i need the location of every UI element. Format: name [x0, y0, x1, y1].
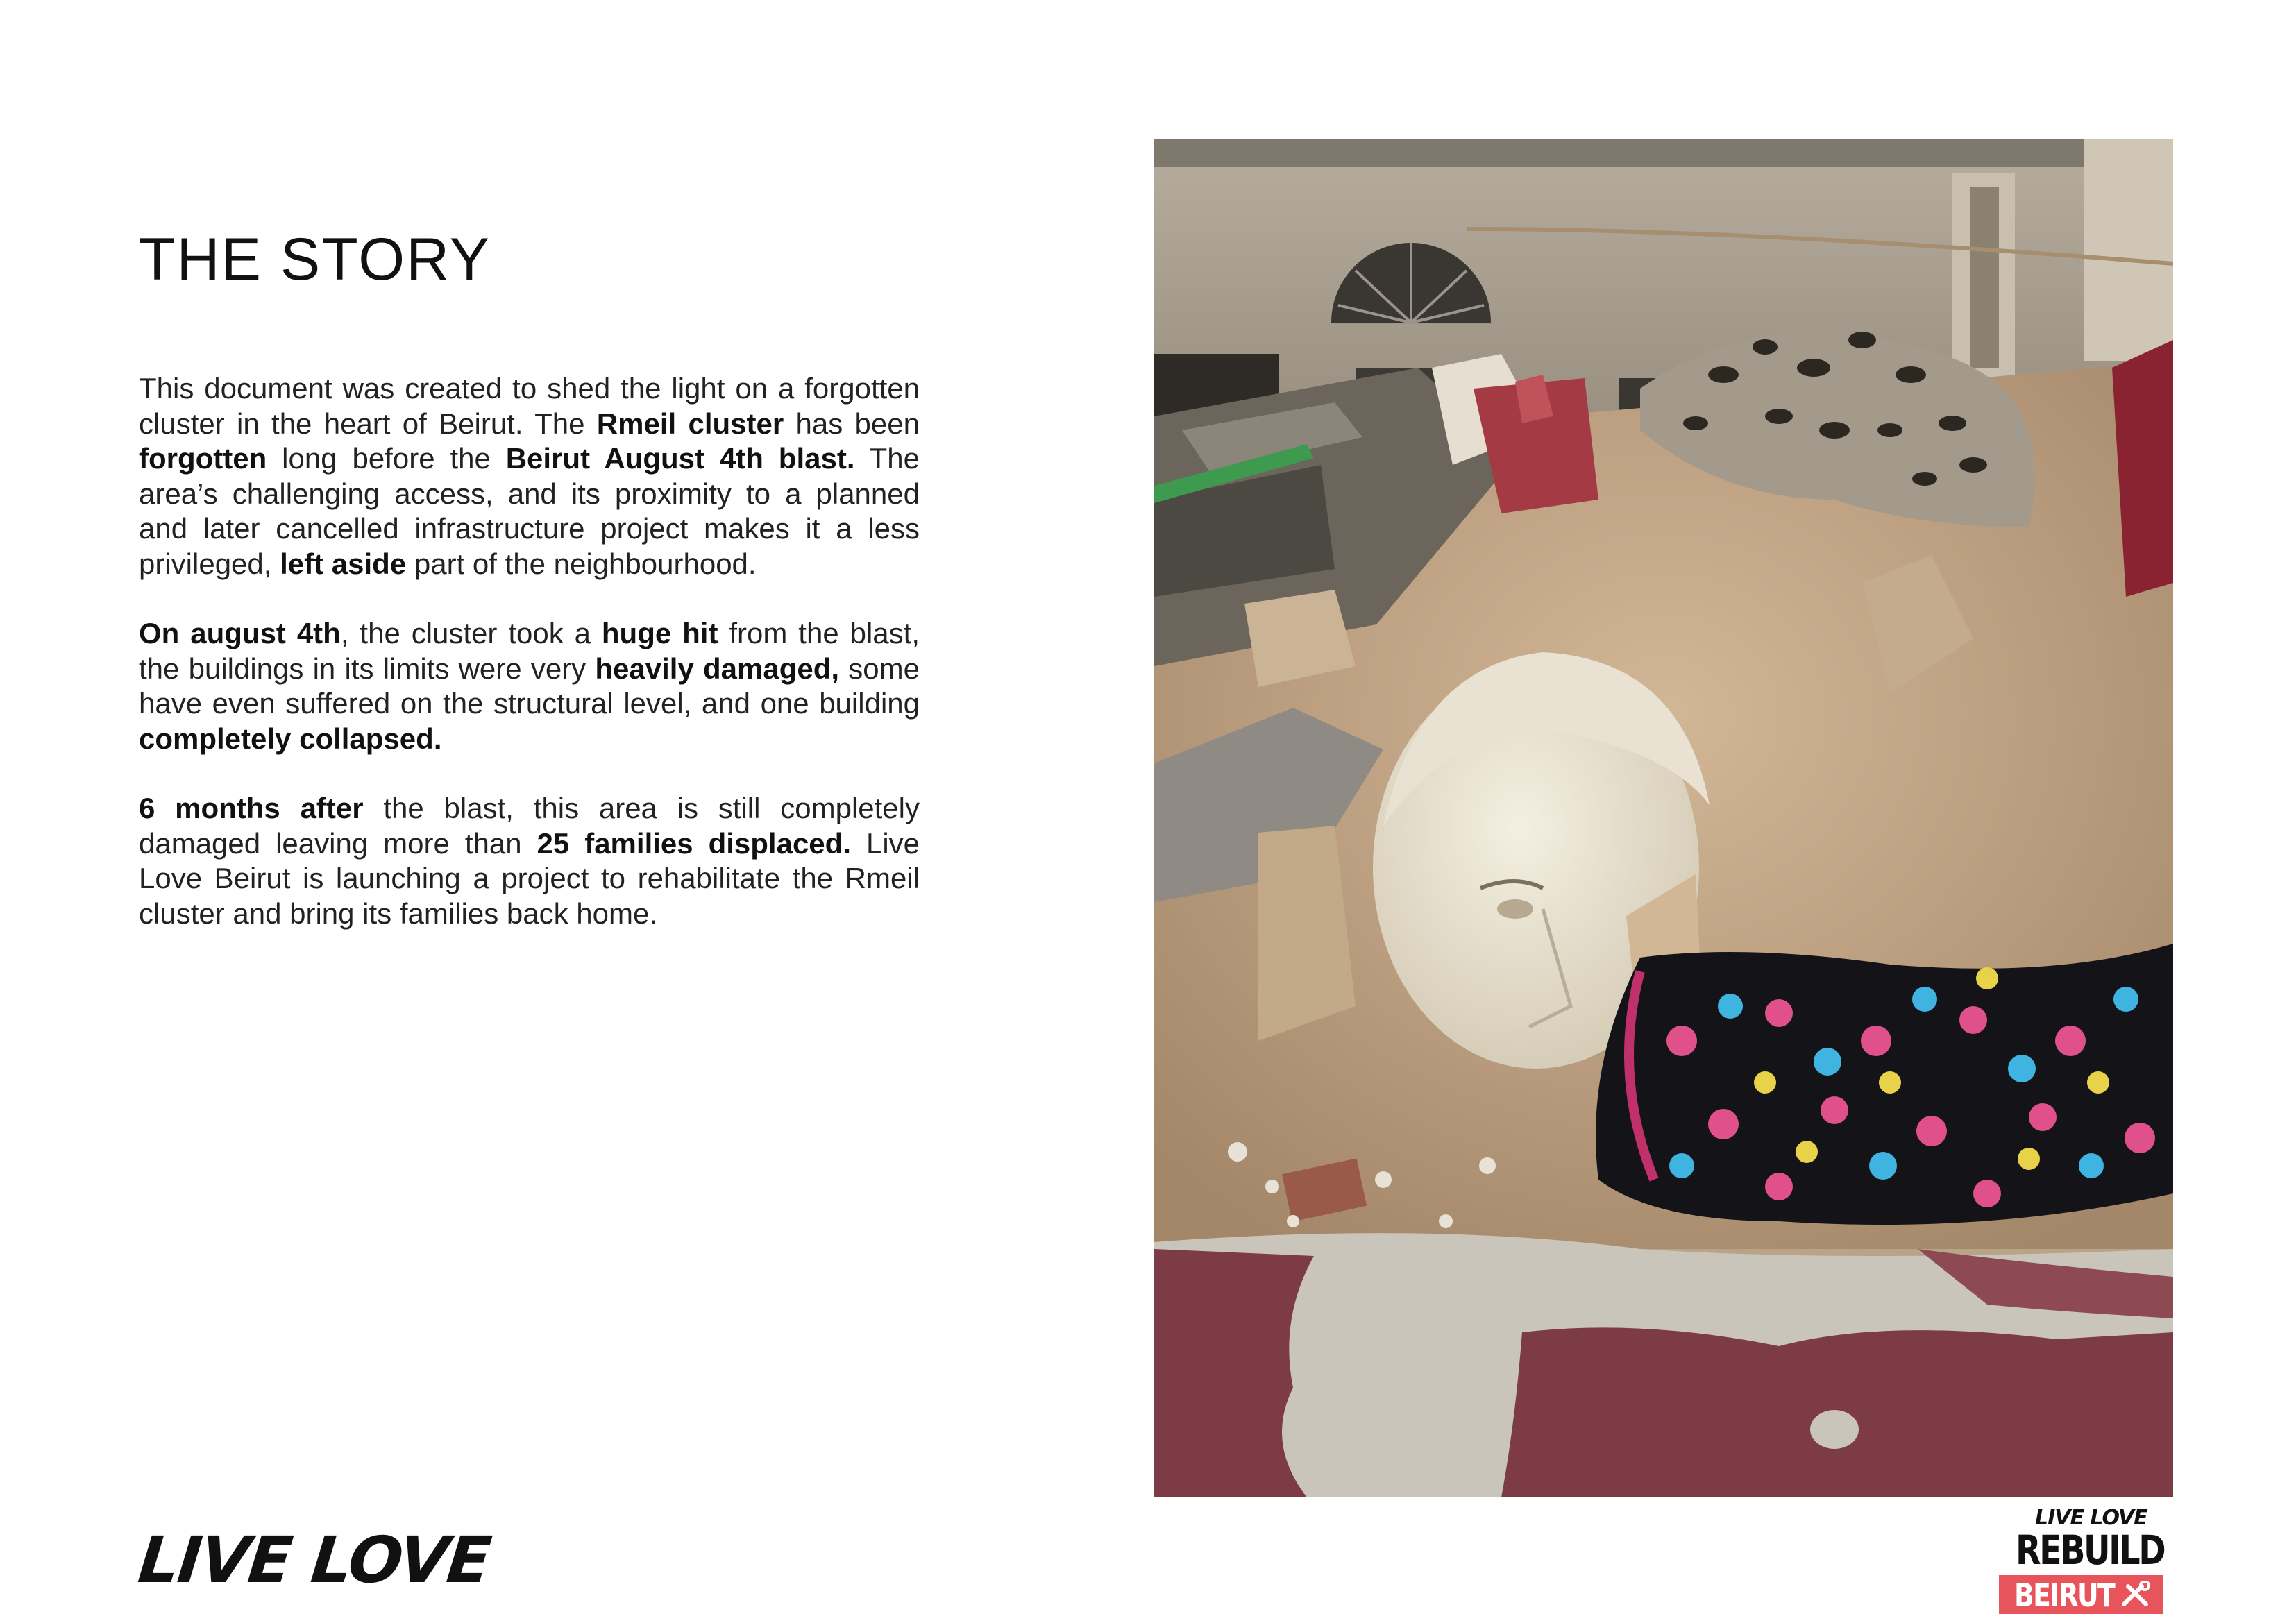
badge-bottom-bar	[1999, 1575, 2163, 1614]
emphasis-text: heavily damaged,	[595, 652, 840, 685]
emphasis-text: 25 families displaced.	[537, 826, 851, 860]
body-text: from the blast, the buildings in its limits were very	[139, 617, 920, 685]
body-text: has been	[784, 407, 920, 440]
page-title: THE STORY	[139, 226, 491, 293]
emphasis-text: huge hit	[601, 617, 718, 649]
emphasis-text: Rmeil cluster	[596, 407, 784, 440]
body-text: some have even suffered on the structural level, and one building	[139, 652, 920, 720]
body-text: , the cluster took a	[340, 617, 602, 649]
emphasis-text: 6 months after	[139, 792, 364, 824]
badge-top-text: LIVE LOVE	[2035, 1506, 2147, 1530]
story-paragraph	[139, 371, 920, 581]
badge-bottom-text: BEIRUT	[2014, 1577, 2115, 1614]
emphasis-text: Beirut August 4th blast.	[505, 442, 855, 475]
story-body	[139, 371, 920, 966]
emphasis-text: completely collapsed.	[139, 722, 442, 755]
tools-icon	[2121, 1581, 2153, 1608]
live-love-logo: LIVE LOVE	[135, 1523, 493, 1597]
body-text: long before the	[267, 442, 506, 475]
rebuild-beirut-badge	[1996, 1506, 2163, 1617]
body-text: The area’s challenging access, and its proximity to a planned and later cancelled infrastructure project makes it a less privileged,	[139, 442, 920, 580]
body-text: This document was created to shed the light on a forgotten cluster in the heart of Beirut. The	[139, 372, 920, 440]
body-text: Live Love Beirut is launching a project to rehabilitate the Rmeil cluster and bring its families back home.	[139, 826, 920, 930]
story-paragraph	[139, 616, 920, 756]
body-text: the blast, this area is still completely damaged leaving more than	[139, 792, 920, 860]
badge-mid-text: REBUILD	[2016, 1527, 2165, 1574]
emphasis-text: forgotten	[139, 442, 267, 475]
rubble-photo	[1154, 139, 2173, 1497]
story-paragraph	[139, 791, 920, 931]
emphasis-text: left aside	[280, 547, 407, 580]
emphasis-text: On august 4th	[139, 617, 341, 649]
body-text: part of the neighbourhood.	[406, 547, 757, 580]
